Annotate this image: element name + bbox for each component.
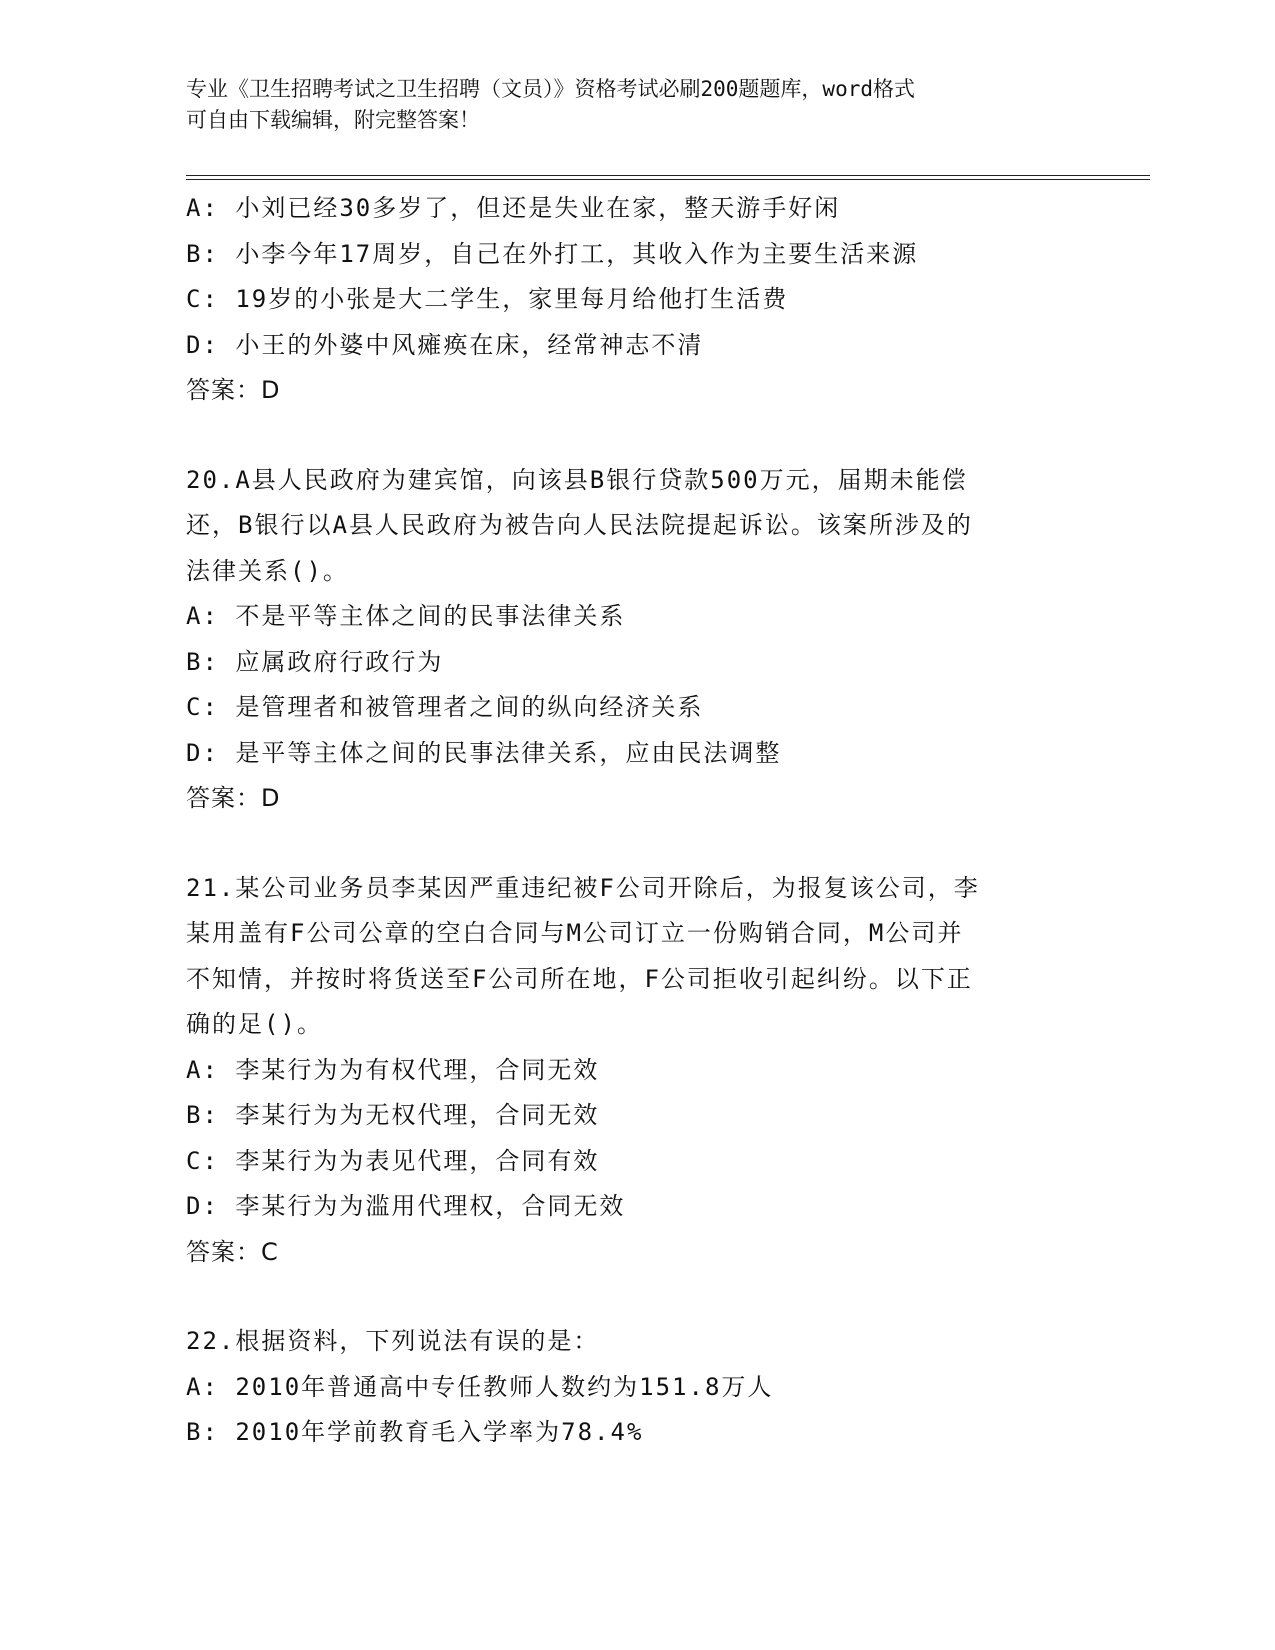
question-21 — [186, 866, 1076, 1276]
option-a: A: 小刘已经30多岁了，但还是失业在家，整天游手好闲 — [186, 194, 841, 222]
question-stem-line: 21.某公司业务员李某因严重违纪被F公司开除后，为报复该公司，李 — [186, 873, 980, 902]
option-d: D: 是平等主体之间的民事法律关系，应由民法调整 — [186, 738, 782, 767]
option-b: B: 应属政府行政行为 — [186, 647, 444, 676]
option-d: D: 小王的外婆中风瘫痪在床，经常神志不清 — [186, 330, 704, 359]
option-a: A: 不是平等主体之间的民事法律关系 — [186, 602, 626, 630]
option-c: C: 李某行为为表见代理，合同有效 — [186, 1146, 600, 1175]
question-stem-line: 法律关系()。 — [186, 556, 349, 585]
question-20 — [186, 458, 1076, 822]
spacer — [186, 1275, 1076, 1319]
question-stem-line: 22.根据资料，下列说法有误的是： — [186, 1327, 600, 1355]
spacer — [186, 414, 1076, 458]
question-stem-line: 确的足()。 — [186, 1010, 323, 1038]
answer: 答案：D — [186, 376, 281, 404]
option-c: C: 19岁的小张是大二学生，家里每月给他打生活费 — [186, 285, 789, 313]
question-stem-line: 某用盖有F公司公章的空白合同与M公司订立一份购销合同，M公司并 — [186, 919, 964, 947]
question-stem-line: 不知情，并按时将货送至F公司所在地，F公司拒收引起纠纷。以下正 — [186, 964, 973, 993]
option-b: B: 李某行为为无权代理，合同无效 — [186, 1101, 600, 1129]
question-22 — [186, 1319, 1076, 1456]
question-list — [186, 186, 1076, 1456]
header-title-line-1: 专业《卫生招聘考试之卫生招聘（文员）》资格考试必刷200题题库，word格式 — [186, 77, 915, 101]
spacer — [186, 822, 1076, 866]
option-a: A: 2010年普通高中专任教师人数约为151.8万人 — [186, 1372, 774, 1401]
document-header — [186, 74, 1066, 136]
header-title-line-2: 可自由下载编辑，附完整答案！ — [186, 108, 480, 132]
option-c: C: 是管理者和被管理者之间的纵向经济关系 — [186, 693, 704, 721]
answer: 答案：C — [186, 1237, 279, 1266]
question-stem-line: 还，B银行以A县人民政府为被告向人民法院提起诉讼。该案所涉及的 — [186, 511, 973, 539]
option-b: B: 2010年学前教育毛入学率为78.4% — [186, 1418, 644, 1446]
option-d: D: 李某行为为滥用代理权，合同无效 — [186, 1192, 626, 1220]
option-b: B: 小李今年17周岁，自己在外打工，其收入作为主要生活来源 — [186, 239, 919, 268]
question-stem-line: 20.A县人民政府为建宾馆，向该县B银行贷款500万元，届期未能偿 — [186, 465, 968, 494]
header-divider — [186, 175, 1150, 180]
option-a: A: 李某行为为有权代理，合同无效 — [186, 1055, 600, 1084]
answer: 答案：D — [186, 784, 281, 812]
question-19 — [186, 186, 1076, 414]
